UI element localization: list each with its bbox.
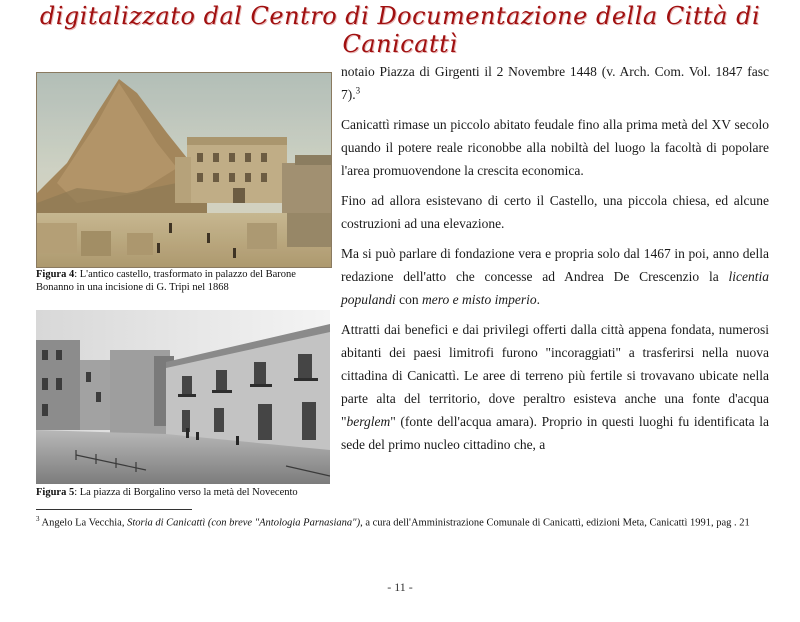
paragraph-5-text-a: Attratti dai benefici e dai privilegi offerti dalla città appena fondata, numerosi abitanti dei paesi limitrofi furono "incoraggiati" a trasferirsi nella nuova cittadina di Canicattì. Le aree di terreno più fertile si trovavano ubicate nella parte alta del territorio, dove peraltro esisteva anche una fonte d'acqua " bbox=[341, 322, 769, 429]
paragraph-4-text-b: con bbox=[395, 292, 423, 307]
figure-4-caption-text: : L'antico castello, trasformato in palazzo del Barone Bonanno in una incisione di G. Tripi nel 1868 bbox=[36, 269, 296, 293]
figure-5-label: Figura 5 bbox=[36, 487, 75, 498]
paragraph-2-text: Canicattì rimase un piccolo abitato feudale fino alla prima metà del XV secolo quando il potere reale riconobbe alla nobiltà del luogo la facoltà di popolare l'area promuovendone la crescita economica. bbox=[341, 117, 769, 178]
paragraph-4-italic-a: licentia populandi bbox=[341, 269, 769, 307]
paragraph-4-text-c: . bbox=[536, 292, 541, 307]
footnote-title: Storia di Canicattì (con breve "Antologia Parnasiana") bbox=[127, 517, 361, 529]
body-text-column bbox=[341, 60, 769, 463]
footnote-ref-3[interactable]: 3 bbox=[355, 85, 361, 96]
paragraph-5 bbox=[341, 318, 769, 456]
footnote-divider bbox=[36, 509, 192, 510]
figure-castle-engraving bbox=[36, 72, 332, 268]
figure-piazza-photo bbox=[36, 310, 330, 484]
paragraph-2 bbox=[341, 113, 769, 182]
paragraph-5-text-b: " (fonte dell'acqua amara). Proprio in questi luoghi fu identificata la sede del primo nucleo cittadino che, a bbox=[341, 414, 769, 452]
page-header-watermark: digitalizzato dal Centro di Documentazione della Città di Canicattì bbox=[39, 2, 761, 58]
figure-4-label: Figura 4 bbox=[36, 269, 75, 280]
footnote-author: Angelo La Vecchia, bbox=[39, 517, 128, 529]
footnote bbox=[36, 513, 772, 530]
paragraph-4 bbox=[341, 242, 769, 311]
paragraph-3-text: Fino ad allora esistevano di certo il Castello, una piccola chiesa, ed alcune costruzioni ad una elevazione. bbox=[341, 193, 769, 231]
figure-4-caption bbox=[36, 268, 332, 294]
paragraph-4-italic-b: mero e misto imperio bbox=[422, 292, 537, 307]
figure-5-caption bbox=[36, 486, 332, 499]
paragraph-1-text: notaio Piazza di Girgenti il 2 Novembre 1448 (v. Arch. Com. Vol. 1847 fasc 7). bbox=[341, 64, 769, 102]
paragraph-1 bbox=[341, 60, 769, 106]
footnote-rest: , a cura dell'Amministrazione Comunale di Canicattì, edizioni Meta, Canicattì 1991, pag . 21 bbox=[360, 517, 750, 529]
figure-5-caption-text: : La piazza di Borgalino verso la metà del Novecento bbox=[74, 487, 298, 498]
paragraph-4-text-a: Ma si può parlare di fondazione vera e propria solo dal 1467 in poi, anno della redazione dell'atto che concesse ad Andrea De Crescenzio la bbox=[341, 246, 769, 284]
footnote-number: 3 bbox=[36, 515, 40, 523]
paragraph-5-italic: berglem bbox=[346, 414, 391, 429]
page-number: - 11 - bbox=[387, 580, 413, 594]
paragraph-3 bbox=[341, 189, 769, 235]
